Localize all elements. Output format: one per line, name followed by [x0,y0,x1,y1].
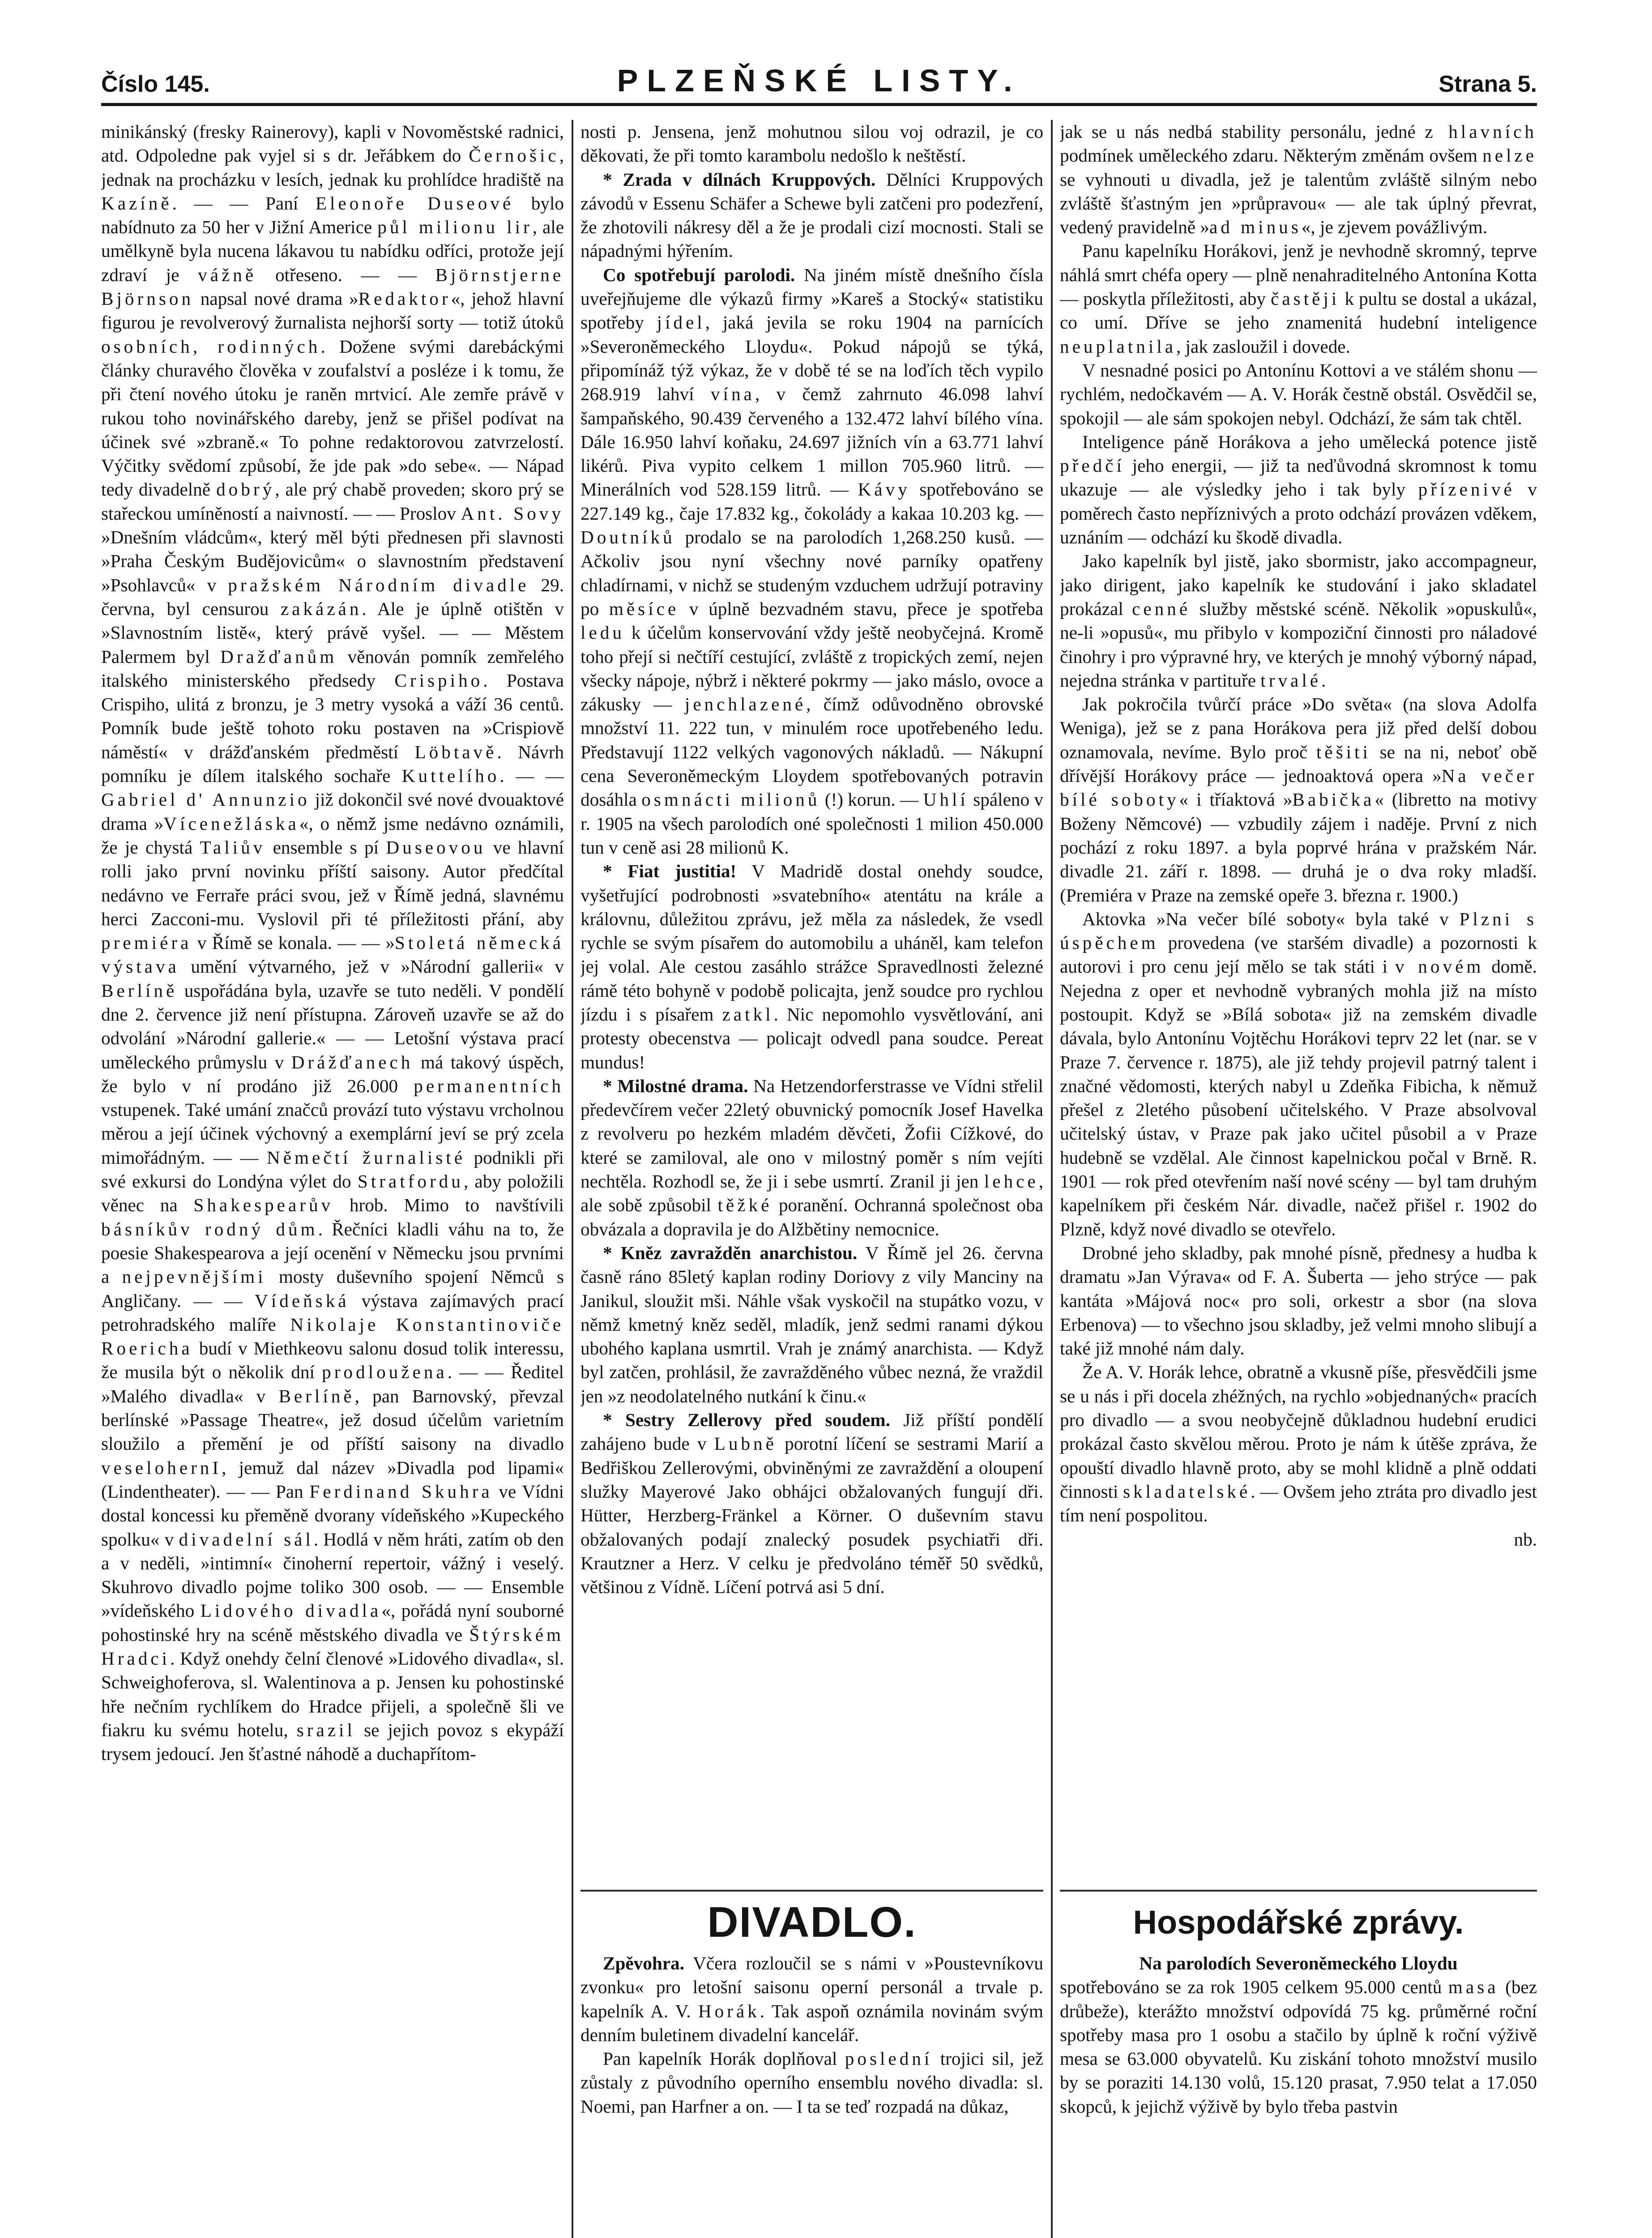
column-2-news [581,120,1043,1955]
news-heading: * Sestry Zellerovy před soudem. [603,1409,890,1431]
paragraph: Drobné jeho skladby, pak mnohé písně, přednesy a hudba k dramatu »Jan Výrava« od F. A. Šuberta — jeho strýce — pak kantáta »Májová noc« pro soli, orkestr a sbor (na slova Erbenova) — to všechno jsou skladby, jež velmi mnoho slibují a také již mnohé nám daly. [1060,1242,1537,1359]
news-item: * Kněz zavražděn anarchistou. V Římě jel 26. června časně ráno 85letý kaplan rodiny Doriovy z vily Manciny na Janikul, sloužit mši. Náhle však vyskočil na stupátko vozu, v němž kmetný kněz seděl, mladík, jenž sedmi ranami dýkou ubohého kaplana usmrtil. Vrah je známý anarchista. — Když byl zatčen, prohlásil, že zavražděného vůbec nezná, že vraždil jen »z neodolatelného nutkání k činu.« [581,1242,1043,1406]
subsection-lead: Zpěvohra. [603,1953,684,1973]
news-heading: * Milostné drama. [603,1075,748,1096]
paragraph: V nesnadné posici po Antonínu Kottovi a ve stálém shonu — rychlém, nedočkavém — A. V. Horák čestně obstál. Osvědčil se, spokojil — ale sám spokojen nebyl. Odchází, že sám tak chtěl. [1060,359,1537,428]
paragraph: Pan kapelník Horák doplňoval poslední trojici sil, jež zůstaly z původního operního ensemblu nového divadla: sl. Noemi, pan Harfner a on. — I ta se teď rozpadá na důkaz, [581,2048,1043,2117]
paragraph: Panu kapelníku Horákovi, jenž je nevhodně skromný, teprve náhlá smrt chéfa opery — plně nenahraditelného Antonína Kotta — poskytla příležitosti, aby častěji k pultu se dostal a ukázal, co umí. Dříve se jeho znamenitá hudební inteligence neuplatnila, jak zasloužil i dovede. [1060,240,1537,357]
news-heading: * Kněz zavražděn anarchistou. [603,1242,858,1263]
paragraph: nosti p. Jensena, jenž mohutnou silou voj odrazil, je co děkovati, že při tomto karambolu nedošlo k neštěstí. [581,121,1043,166]
news-heading: * Zrada v dílnách Kruppových. [603,169,876,190]
newspaper-title: PLZEŇSKÉ LISTY. [617,63,1021,98]
section-heading-economic: Hospodářské zprávy. [1133,1904,1464,1941]
paragraph: Že A. V. Horák lehce, obratně a vkusně píše, přesvědčili jsme se u nás i při docela zhéžných, na rychlo »objednaných« pracích pro divadlo — a svou neobyčejně důkladnou hudební erudici prokázal často skvělou měrou. Proto je nám k útěše zpráva, že opouští divadlo hlavně proto, aby se mohl klidně a plně oddati činnosti skladatelské. — Ovšem jeho ztráta pro divadlo jest tím není pospolitou. [1060,1362,1537,1526]
paragraph: spotřebováno se za rok 1905 celkem 95.000 centů masa (bez drůbeže), kterážto množství odpovídá 75 kg. průměrné roční spotřeby masa pro 1 osobu a stačilo by úplně k roční výživě mesa se 63.000 obyvatelů. Ku ziskání tohoto množství musilo by se poraziti 14.130 volů, 15.120 prasat, 7.950 telat a 17.050 skopců, k jejichž výživě by bylo třeba pastvin [1060,1977,1537,2117]
news-item: * Milostné drama. Na Hetzendorferstrasse ve Vídni střelil předevčírem večer 22letý obuvnický pomocník Josef Havelka z revolveru po hezkém mladém děvčeti, Žofii Cížkové, do které se zamiloval, ale ono v milostný poměr s ním vejíti nechtěla. Rozhodl se, že ji i sebe usmrtí. Zranil ji jen lehce, ale sobě způsobil těžké poranění. Ochranná společnost oba obvázala a dopravila je do Alžbětiny nemocnice. [581,1075,1043,1239]
paragraph: jak se u nás nedbá stability personálu, jedné z hlavních podmínek uměleckého zdaru. Některým změnám ovšem nelze se vyhnouti u divadla, jež je talentům zvláště silným nebo zvláště šťastným jen »průpravou« — ale tak úplný převrat, vedený pravidelně »ad minus«, je zjevem povážlivým. [1060,121,1537,238]
column-3-article [1060,120,1537,1955]
news-item: * Zrada v dílnách Kruppových. Dělníci Kruppových závodů v Essenu Schäfer a Schewe byli zatčeni pro podezření, že zhotovili nákresy děl a že je prodali cizí mocnosti. Stali se nápadnými hýřením. [581,169,1043,261]
paragraph: Jako kapelník byl jistě, jako sbormistr, jako accompagneur, jako dirigent, jako kapelník ke studování i jako skladatel prokázal cenné služby městské scéně. Několik »opuskulů«, ne-li »opusů«, mu přibylo v kompoziční činnosti pro náladové činohry i pro výpravné hry, ve kterých je mnohý výborný nápad, nejedna stránka v partituře trvalé. [1060,551,1537,691]
news-heading: Co spotřebují parolodi. [603,264,795,285]
economic-section [1060,1952,1537,2238]
paragraph: Jak pokročila tvůrčí práce »Do světa« (na slova Adolfa Weniga), jež se z pana Horákova pera již před delší dobou oznamovala, nevíme. Bylo proč těšiti se na ni, neboť obě dřívější Horákovy práce — jednoaktová opera »Na večer bílé soboty« i tříaktová »Babička« (libretto na motivy Boženy Němcové) — vzbudily zájem i naděje. První z nich pochází z roku 1897. a byla poprvé hrána v pražském Nár. divadle 21. září r. 1898. — druhá je o dva roky mladší. (Premiéra v Praze na zemské opeře 3. března r. 1900.) [1060,694,1537,905]
column-1-article [101,120,564,2238]
theatre-section [581,1952,1043,2238]
news-item: * Sestry Zellerovy před soudem. Již příští pondělí zahájeno bude v Lubně porotní líčení se sestrami Marií a Bedřiškou Zellerovými, obviněnými ze zavraždění a oloupení služky Mayerové Jako obhájci obžalovaných fungují dři. Hütter, Herzberg-Fränkel a Körner. O duševním stavu obžalovaných podají znalecký posudek psychiatři dři. Krautzner a Herz. V celku je předvoláno téměř 50 svědků, většinou z Vídně. Líčení potrvá asi 5 dní. [581,1409,1043,1597]
news-heading: * Fiat justitia! [603,861,737,882]
news-item: Co spotřebují parolodi. Na jiném místě dnešního čísla uveřejňujeme dle výkazů firmy »Kareš a Stocký« statistiku spotřeby jídel, jaká jevila se roku 1904 na parnících »Severoněmeckého Lloydu«. Pokud nápojů se týká, připomínáž týž výkaz, že v době té se na loďích těch vypilo 268.919 lahví vína, v čemž zahrnuto 46.098 lahví šampaňského, 90.439 červeného a 132.472 lahví bílého vína. Dále 16.950 lahví koňaku, 24.697 jižních vín a 63.771 lahví likérů. Piva vypito celkem 1 millon 705.960 litrů. — Minerálních vod 528.159 litrů. — Kávy spotřebováno se 227.149 kg., čaje 17.832 kg., čokolády a kakaa 10.203 kg. — Doutníků prodalo se na parolodích 1,268.250 kusů. — Ačkoliv jsou nyní všechny nové parníky opatřeny chladírnami, v nichž se studeným vzduchem udržují potraviny po měsíce v úplně bezvadném stavu, přece je spotřeba ledu k účelům konservování vždy ještě neobyčejná. Kromě toho přejí si nečtíří cestující, zvláště z tropických zemí, nejen všecky nápoje, nýbrž i některé pokrmy — jako máslo, ovoce a zákusky — jenchlazené, čímž odůvodněno obrovské množství 11. 222 tun, v minulém roce upotřebeného ledu. Představují 1122 velkých vagonových nákladů. — Nákupní cena Severoněmeckým Lloydem spotřebovaných potravin dosáhla osmnácti milionů (!) korun. — Uhlí spáleno v r. 1905 na všech parolodích oné společnosti 1 milion 450.000 tun v ceně asi 28 milionů K. [581,264,1043,858]
column-divider-1 [572,120,573,2238]
economic-subheading: Na parolodích Severoněmeckého Lloydu [1139,1953,1458,1973]
paragraph: Inteligence páně Horákova a jeho umělecká potence jistě předčí jeho energii, — již ta neďůvodná skromnost k tomu ukazuje — ale výsledky jeho i tak byly přízenivé v poměrech často nepříznivých a proto odchází provázen vděkem, uznáním — odchází ku škodě divadla. [1060,431,1537,548]
paragraph: minikánský (fresky Rainerovy), kapli v Novoměstské radnici, atd. Odpoledne pak vyjel si s dr. Jeřábkem do Černošic, jednak na procházku v lesích, jednak ku prohlídce hradiště na Kazíně. — — Paní Eleonoře Duseové bylo nabídnuto za 50 her v Jižní Americe půl milionu lir, ale umělkyně byla nucena lákavou tu nabídku odříci, protože její zdraví je vážně otřeseno. — — Björnstjerne Björnson napsal nové drama »Redaktor«, jehož hlavní figurou je revolverový žurnalista nejhorší sorty — totiž útoků osobních, rodinných. Dožene svými darebáckými články churavého člověka v zoufalství a posléze i k tomu, že při čtení nového útoku je raněn mrtvicí. Ale zemře právě v rukou toho novinářského dareby, jenž se přišel podívat na účinek své »zbraně.« To pohne redaktorovou zatvrzelostí. Výčitky svědomí způsobí, že jde pak »do sebe«. — Nápad tedy divadelně dobrý, ale prý chabě proveden; skoro prý se stařeckou umíněností a naivností. — — Proslov Ant. Sovy »Dnešním vládcům«, který měl býti přednesen při slavnosti »Praha Českým Budějovicům« o slavnostním představení »Psohlavců« v pražském Národním divadle 29. června, byl censurou zakázán. Ale je úplně otištěn v »Slavnostním listě«, který právě vyšel. — — Městem Palermem byl Dražďanům věnován pomník zemřelého italského ministerského předsedy Crispiho. Postava Crispiho, ulitá z bronzu, je 3 metry vysoká a váží 36 centů. Pomník bude ještě tohoto roku postaven na »Crispiově náměstí« v drážďanském předměstí Löbtavě. Návrh pomníku je dílem italského sochaře Kuttelího. — — Gabriel d' Annunzio již dokončil své nové dvouaktové drama »Vícenežláska«, o němž jsme nedávno oznámili, že je chystá Taliův ensemble s pí Duseovou ve hlavní rolli jako první novinku příští saisony. Autor předčítal nedávno ve Ferraře práci svou, jež v Římě jedná, slavnému herci Zacconi-mu. Vyslovil při té příležitosti přání, aby premiéra v Římě se konala. — — »Stoletá německá výstava umění výtvarného, jež v »Národní gallerii« v Berlíně uspořádána byla, uzavře se tuto neděli. V pondělí dne 2. července již není přístupna. Zároveň uzavře se až do odvolání »Národní gallerie.« — — Letošní výstava prací uměleckého průmyslu v Drážďanech má takový úspěch, že bylo v ní prodáno již 26.000 permanentních vstupenek. Také umání značců provází tuto výstavu vrcholnou měrou a její účinek výchovný a exemplární jeví se prý zcela mimořádným. — — Němečtí žurnalisté podnikli při své exkursi do Londýna výlet do Stratfordu, aby položili věnec na Shakespearův hrob. Mimo to navštívili básníkův rodný dům. Řečníci kladli váhu na to, že poesie Shakespearova a její ocenění v Německu jsou prvními a nejpevnějšími mosty duševního spojení Němců s Angličany. — — Vídeňská výstava zajímavých prací petrohradského malíře Nikolaje Konstantinoviče Roericha budí v Miethkeovu salonu dosud tolik interessu, že musila být o několik dní prodloužena. — — Ředitel »Malého divadla« v Berlíně, pan Barnovský, převzal berlínské »Passage Theatre«, jež dosud účelům varietním sloužilo a přemění je od příští saisony na divadlo veselohernI, jemuž dal název »Divadla pod lipami« (Lindentheater). — — Pan Ferdinand Skuhra ve Vídni dostal koncessi ku přeměně dvorany vídeňského »Kupeckého spolku« v divadelní sál. Hodlá v něm hráti, zatím ob den a v neděli, »intimní« činoherní repertoir, vážný i veselý. Skuhrovo divadlo pojme toliko 300 osob. — — Ensemble »vídeňského Lidového divadla«, pořádá nyní souborné pohostinské hry na scéně městského divadla ve Štýrském Hradci. Když onehdy čelní členové »Lidového divadla«, sl. Schweighoferova, sl. Walentinova a p. Jensen ku pohostinské hře nečním rychlíkem do Hradce přijeli, a společně šli ve fiakru ku svému hotelu, srazil se jejich povoz s ekypáží trysem jedoucí. Jen šťastné náhodě a duchapřítom- [101,121,564,1764]
paragraph: Aktovka »Na večer bílé soboty« byla také v Plzni s úspěchem provedena (ve staršém divadle) a pozornosti k autorovi i pro cenu její mělo se tak státi i v novém domě. Nejedna z oper et nevhodně vybraných mohla již na místo postoupit. Když se »Bílá sobota« již na zemském divadle dávala, bylo Antonínu Vojtěchu Horákovi teprv 22 let (nar. se v Praze 7. července r. 1875), ale již tehdy projevil patrný talent i značné vědomosti, kterých nabyl u Zdeňka Fibicha, k němuž přešel z 2letého působení učitelského. V Praze absolvoval učitelský ústav, v Praze pak jako učitel působil a v Praze hudebně se vzdělal. Ale činnost kapelnickou počal v Brně. R. 1901 — rok před otevřením naší nové scény — byl tam druhým kapelníkem při českém Nár. divadle, načež přišel r. 1902 do Plzně, když nové divadlo se otevřelo. [1060,908,1537,1239]
paragraph: Zpěvohra. Včera rozloučil se s námi v »Poustevníkovu zvonku« pro letošní saisonu operní personál a trvale p. kapelník A. V. Horák. Tak aspoň oznámila novinám svým denním buletinem divadelní kancelář. [581,1953,1043,2045]
section-heading-divadlo: DIVADLO. [707,1898,917,1946]
news-item: * Fiat justitia! V Madridě dostal onehdy soudce, vyšetřující podrobnosti »svatebního« atentátu na krále a královnu, důležitou zprávu, jež měla za následek, že vsedl rychle se svým písařem do automobilu a uháněl, kam telefon jej volal. Ale cestou zasáhlo strážce Spravedlnosti železné rámě této bohyně v podobě policajta, jenž soudce pro rychlou jízdu i s písařem zatkl. Nic nepomohlo vysvětlování, ani protesty obecenstva — policajt odvedl pana soudce. Pereat mundus! [581,861,1043,1072]
page-number: Strana 5. [1439,71,1537,97]
column-divider-2 [1051,120,1053,2238]
issue-number: Číslo 145. [101,71,210,97]
author-signature: nb. [1514,1529,1537,1550]
masthead [101,63,1537,106]
